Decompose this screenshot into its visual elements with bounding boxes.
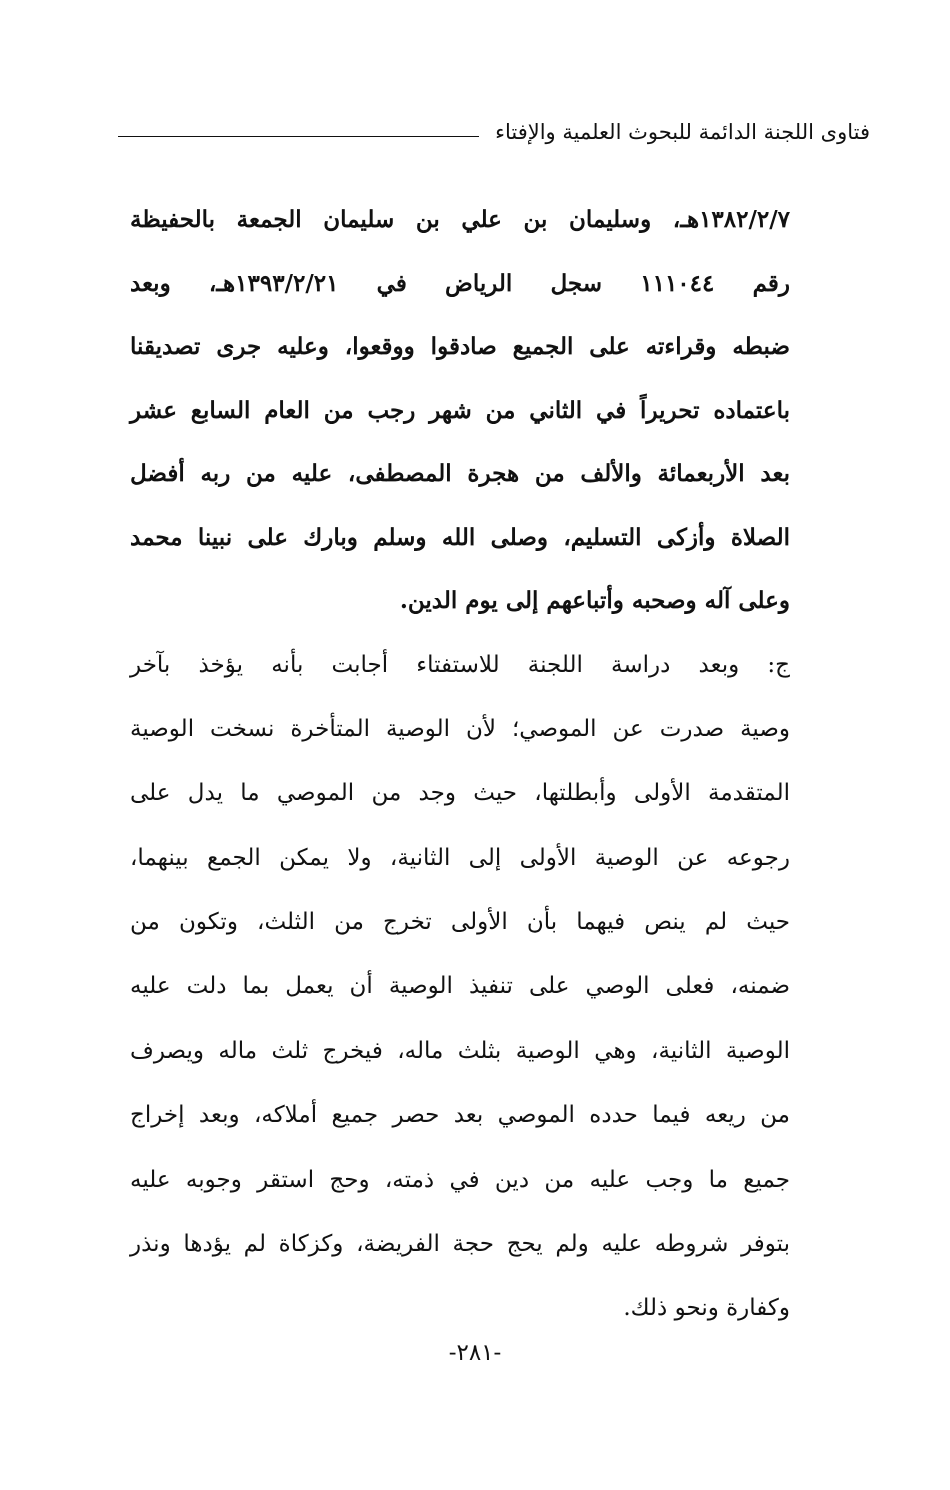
running-header <box>118 112 870 152</box>
attestation-paragraph <box>130 188 790 633</box>
paragraph-line: ج: وبعد دراسة اللجنة للاستفتاء أجابت بأنه يؤخذ بآخر <box>130 651 790 678</box>
paragraph-line: المتقدمة الأولى وأبطلتها، حيث وجد من الموصي ما يدل على <box>130 780 790 807</box>
answer-paragraph <box>130 633 790 1341</box>
paragraph-line: وكفارة ونحو ذلك. <box>623 1295 790 1322</box>
page-number: -٢٨١- <box>448 1340 502 1366</box>
paragraph-line: ضبطه وقراءته على الجميع صادقوا ووقعوا، وعليه جرى تصديقنا <box>130 333 790 360</box>
page-body <box>130 188 790 1341</box>
header-title: فتاوى اللجنة الدائمة للبحوث العلمية والإفتاء <box>495 120 870 144</box>
paragraph-line: بعد الأربعمائة والألف من هجرة المصطفى، عليه من ربه أفضل <box>130 460 790 487</box>
paragraph-line: جميع ما وجب عليه من دين في ذمته، وحج استقر وجوبه عليه <box>130 1166 790 1193</box>
paragraph-line: الوصية الثانية، وهي الوصية بثلث ماله، فيخرج ثلث ماله ويصرف <box>130 1037 790 1064</box>
paragraph-line: ضمنه، فعلى الوصي على تنفيذ الوصية أن يعمل بما دلت عليه <box>130 973 790 1000</box>
paragraph-line: رقم ١١١٠٤٤ سجل الرياض في ١٣٩٣/٢/٢١هـ، وبعد <box>130 269 790 297</box>
paragraph-line: وصية صدرت عن الموصي؛ لأن الوصية المتأخرة نسخت الوصية <box>130 715 790 742</box>
paragraph-line: ١٣٨٢/٢/٧هـ، وسليمان بن علي بن سليمان الجمعة بالحفيظة <box>130 206 790 233</box>
paragraph-line: باعتماده تحريراً في الثاني من شهر رجب من العام السابع عشر <box>130 396 790 424</box>
paragraph-line: من ريعه فيما حدده الموصي بعد حصر جميع أملاكه، وبعد إخراج <box>130 1102 790 1129</box>
paragraph-line: رجوعه عن الوصية الأولى إلى الثانية، ولا يمكن الجمع بينهما، <box>130 844 790 871</box>
header-rule <box>118 136 479 137</box>
paragraph-line: الصلاة وأزكى التسليم، وصلى الله وسلم وبارك على نبينا محمد <box>130 523 790 551</box>
paragraph-line: وعلى آله وصحبه وأتباعهم إلى يوم الدين. <box>399 587 790 614</box>
paragraph-line: حيث لم ينص فيهما بأن الأولى تخرج من الثلث، وتكون من <box>130 909 790 936</box>
paragraph-line: بتوفر شروطه عليه ولم يحج حجة الفريضة، وكزكاة لم يؤدها ونذر <box>130 1231 790 1258</box>
